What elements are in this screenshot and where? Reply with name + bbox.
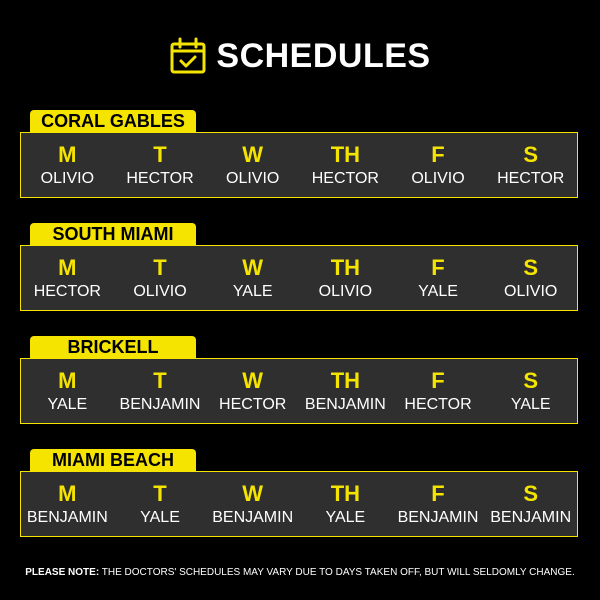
doctor-name: YALE (140, 509, 180, 526)
day-label: M (58, 255, 77, 280)
day-cell (206, 133, 299, 197)
doctor-name: HECTOR (126, 170, 194, 187)
day-label: M (58, 481, 77, 506)
day-label: F (431, 142, 445, 167)
day-label: W (242, 481, 264, 506)
day-label: T (153, 142, 167, 167)
day-cell (299, 246, 392, 310)
day-label: M (58, 142, 77, 167)
doctor-name: HECTOR (219, 396, 287, 413)
day-cell (114, 133, 207, 197)
doctor-name: YALE (47, 396, 88, 413)
day-cell (484, 359, 577, 423)
doctor-name: YALE (510, 396, 551, 413)
day-cell (206, 359, 299, 423)
day-label: S (523, 142, 539, 167)
footnote-label: PLEASE NOTE: (25, 567, 100, 578)
location-coral-gables (20, 110, 578, 200)
header (0, 36, 600, 76)
doctor-name: OLIVIO (40, 170, 95, 187)
doctor-name: OLIVIO (133, 283, 187, 300)
schedule-row (20, 471, 578, 537)
day-label: W (242, 142, 264, 167)
location-name: SOUTH MIAMI (30, 223, 196, 245)
doctor-name: BENJAMIN (397, 509, 479, 526)
day-label: TH (330, 255, 361, 280)
location-name: BRICKELL (30, 336, 196, 358)
day-label: F (431, 255, 445, 280)
day-label: M (58, 368, 77, 393)
doctor-name: BENJAMIN (119, 396, 201, 413)
day-cell (392, 246, 485, 310)
doctor-name: OLIVIO (318, 283, 373, 300)
page-title: SCHEDULES (216, 37, 431, 75)
day-cell (21, 133, 114, 197)
schedule-row (20, 245, 578, 311)
day-cell (114, 246, 207, 310)
day-cell (392, 472, 485, 536)
location-name: CORAL GABLES (30, 110, 196, 132)
day-label: F (431, 368, 445, 393)
day-label: F (431, 481, 445, 506)
day-label: S (523, 481, 539, 506)
day-label: TH (330, 368, 361, 393)
location-south-miami (20, 223, 578, 313)
footnote (0, 566, 600, 580)
day-cell (484, 133, 577, 197)
day-cell (299, 472, 392, 536)
day-cell (299, 359, 392, 423)
day-cell (392, 359, 485, 423)
day-label: T (153, 368, 167, 393)
doctor-name: OLIVIO (504, 283, 558, 300)
doctor-name: YALE (418, 283, 458, 300)
day-label: TH (330, 142, 361, 167)
day-label: S (523, 368, 539, 393)
day-label: W (242, 255, 264, 280)
day-cell (21, 246, 114, 310)
day-cell (392, 133, 485, 197)
footnote-text: THE DOCTORS' SCHEDULES MAY VARY DUE TO DAYS TAKEN OFF, BUT WILL SELDOMLY CHANGE. (101, 567, 575, 578)
doctor-name: BENJAMIN (490, 509, 572, 526)
doctor-name: HECTOR (404, 396, 472, 413)
day-label: T (153, 255, 167, 280)
day-label: S (523, 255, 539, 280)
day-cell (114, 359, 207, 423)
doctor-name: YALE (325, 509, 366, 526)
doctor-name: YALE (232, 283, 273, 300)
calendar-check-icon (169, 37, 207, 75)
doctor-name: HECTOR (311, 170, 379, 187)
schedule-row (20, 358, 578, 424)
day-label: W (242, 368, 264, 393)
doctor-name: BENJAMIN (212, 509, 294, 526)
doctor-name: OLIVIO (411, 170, 465, 187)
day-cell (114, 472, 207, 536)
day-cell (484, 472, 577, 536)
day-label: TH (330, 481, 361, 506)
doctor-name: HECTOR (497, 170, 565, 187)
location-miami-beach (20, 449, 578, 539)
doctor-name: HECTOR (33, 283, 101, 300)
day-cell (299, 133, 392, 197)
schedule-row (20, 132, 578, 198)
doctor-name: OLIVIO (226, 170, 280, 187)
day-cell (484, 246, 577, 310)
day-cell (206, 472, 299, 536)
day-cell (21, 359, 114, 423)
day-label: T (153, 481, 167, 506)
location-brickell (20, 336, 578, 426)
location-name: MIAMI BEACH (30, 449, 196, 471)
day-cell (206, 246, 299, 310)
day-cell (21, 472, 114, 536)
doctor-name: BENJAMIN (26, 509, 108, 526)
doctor-name: BENJAMIN (304, 396, 386, 413)
